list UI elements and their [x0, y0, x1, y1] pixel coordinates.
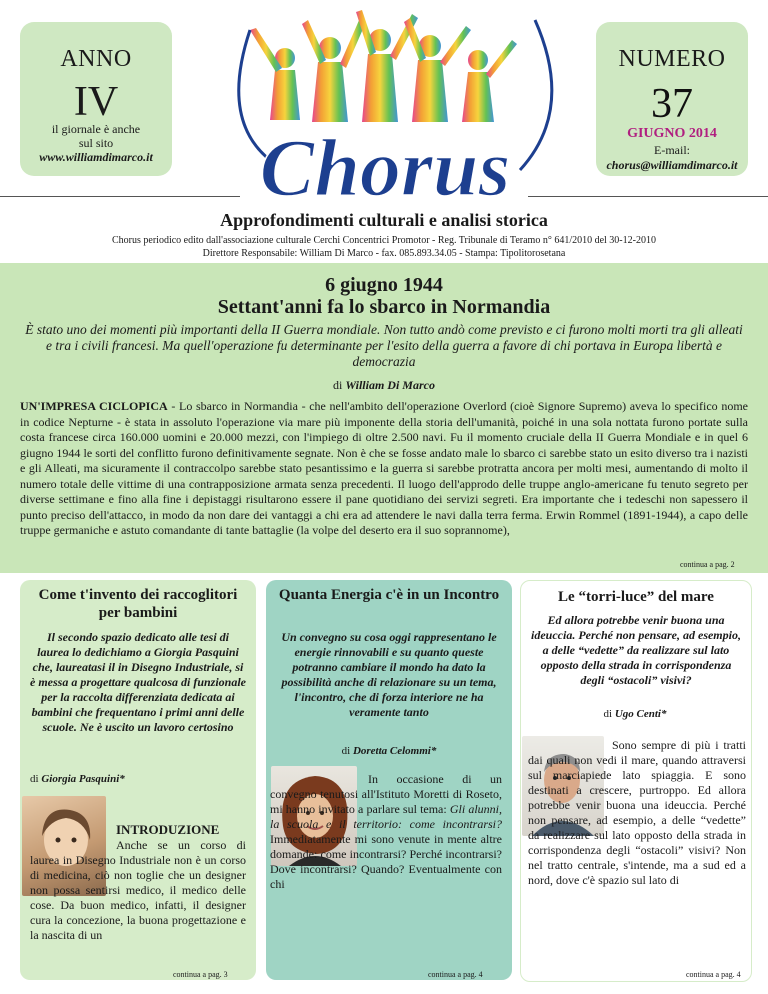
col1-section-head: INTRODUZIONE: [116, 822, 220, 837]
issue-label: NUMERO: [618, 46, 726, 72]
email-label: E-mail:: [654, 143, 690, 157]
col3-byline: [520, 708, 750, 720]
imprint-line-1: Chorus periodico edito dall'associazione culturale Cerchi Concentrici Promotor - Reg. Tribunale di Teramo n° 641/2010 del 30-12-2010: [112, 235, 656, 246]
year-box: [20, 22, 172, 176]
imprint-line-2: Direttore Responsabile: William Di Marco - fax. 085.893.34.05 - Stampa: Tipolitorosetana: [202, 248, 566, 259]
col1-byline: [30, 773, 125, 785]
col1-text: Anche se un corso di laurea in Disegno Industriale non è un corso di medicina, ciò non toglie che un designer non possa sentirsi medico, il medico delle cose. Da buon medico, infatti, il designer cura la concezione, la buona progettazione e la nascita di un: [30, 838, 246, 942]
year-label: ANNO: [60, 46, 132, 72]
col2-author: Doretta Celommi*: [352, 745, 437, 757]
main-author: William Di Marco: [345, 378, 435, 392]
col3-continue-link[interactable]: continua a pag. 4: [686, 970, 741, 979]
col2-byline-prefix: di: [341, 745, 351, 757]
main-body-text: - Lo sbarco in Normandia - che nell'ambito dell'operazione Overlord (cioè Signore Supremo) aveva lo specifico nome in codice Nepturne - è stata in assoluto l'operazione via mare più imponente della storia dell'umanità, poiché in una sola nottata furono portate sulla costa francese circa 160.000 uomini e 20.000 mezzi, con l'impiego di oltre 2.500 navi. Fu il momento cruciale della II Guerra Mondiale e in quel 6 giugno 1944 le sorti del conflitto furono definitivamente segnate. Non è che se fosse andato male lo sbarco ci sarebbe stato un esito diverso tra i nazisti e gli Alleati, ma sicuramente il contraccolpo sarebbe stato pesantissimo e la guerra si sarebbe protratta ancora per molti mesi, aumentando di molto il numero totale delle vittime di una contrapposizione armata senza precedenti. Il luogo dell'approdo delle truppe anglo-americane fu tenuto segreto per diverse settimane e fino alla fine i depistaggi risultarono essere il pane quotidiano dei servizi segreti. Era importante che i tedeschi non sapessero il punto preciso dell'attacco, in modo da non dare dei vantaggi a chi era ad attendere le navi dalla terra ferma. Erwin Rommel (1891-1944), a capo delle truppe germaniche e astuto comandante di tante battaglie (la volpe del deserto era il suo soprannome),: [20, 399, 748, 537]
col3-text: Sono sempre di più i tratti dai quali non vedi il mare, quando attraversi sul marciapiede lato spiaggia. E sono destinati a crescere, purtroppo. Ed allora potrebbe venir buona una ideuccia. Perché non pensare, ad esempio, a delle “vedette” da realizzare sul lato opposto della strada in corrispondenza degli “ostacoli” visivi? Non nel tratto centrale, s'intende, ma a sud ed a nord, dove c'è spazio sul lato di: [528, 738, 746, 887]
col3-title: Le “torri-luce” del mare: [558, 589, 714, 605]
col3-byline-prefix: di: [603, 708, 613, 720]
col2-text-1: In occasione di un convegno tenutosi all'Istituto Moretti di Roseto, mi hanno invitato a parlare sul tema:: [270, 772, 502, 816]
col2-continue-link[interactable]: continua a pag. 4: [428, 970, 483, 979]
site-link[interactable]: www.williamdimarco.it: [39, 150, 153, 164]
main-title-date: 6 giugno 1944: [325, 274, 443, 296]
issue-date: GIUGNO 2014: [627, 126, 717, 141]
col1-byline-prefix: di: [30, 773, 39, 785]
main-byline: [0, 378, 768, 393]
site-note-1: il giornale è anche: [51, 122, 141, 136]
col2-text-italic: Gli alunni, la scuola e il territorio: come incontrarsi?: [270, 802, 502, 831]
site-note-2: sul sito: [78, 136, 114, 150]
col1-author: Giorgia Pasquini*: [41, 773, 125, 785]
issue-number: 37: [651, 81, 693, 127]
year-value: IV: [73, 79, 119, 125]
col2-title: Quanta Energia c'è in un Incontro: [278, 587, 500, 603]
subtitle: Approfondimenti culturali e analisi storica: [220, 210, 548, 230]
email-link[interactable]: chorus@williamdimarco.it: [606, 158, 738, 172]
col1-continue-link[interactable]: continua a pag. 3: [173, 970, 228, 979]
col1-lead: Il secondo spazio dedicato alle tesi di laurea lo dedichiamo a Giorgia Pasquini che, laureatasi il in Disegno Industriale, si è messa a progettare qualcosa di funzionale per la raccolta differenziata dedicata ai bambini che frequentano i primi anni delle scuole. Ne è uscito un lavoro certosino: [30, 630, 247, 734]
col1-title: Come t'invento dei raccoglitori per bambini: [38, 587, 238, 621]
main-body: [20, 399, 748, 539]
main-lead: È stato uno dei momenti più importanti della II Guerra mondiale. Non tutto andò come previsto e ci furono molti morti tra gli alleati e tra i civili francesi. Ma quell'operazione fu determinante per l'esito della guerra a favore di chi portava in Europa libertà e democrazia: [25, 322, 743, 369]
chorus-logo: [190, 10, 580, 210]
issue-box: [596, 22, 748, 176]
main-body-head: UN'IMPRESA CICLOPICA: [20, 399, 168, 413]
byline-prefix: di: [333, 378, 343, 392]
dancers-illustration: [190, 10, 580, 210]
col3-lead: Ed allora potrebbe venir buona una ideuccia. Perché non pensare, ad esempio, a delle “vedette” da realizzare sul lato opposto della strada in corrispondenza degli “ostacoli” visivi?: [531, 613, 741, 687]
col2-text-2: Immediatamente mi sono venute in mente altre domande: come incontrarsi? Perché incontrarsi? Dove incontrarsi? Quando? Eventualmente con chi: [270, 832, 502, 891]
col3-author: Ugo Centi*: [614, 708, 667, 720]
col2-lead: Un convegno su cosa oggi rappresentano le energie rinnovabili e su quanto queste potranno cambiare il mondo ha dato la possibilità anche di relazionare su un tema, l'incontro, che di forza interiore ne ha veramente tanto: [281, 630, 497, 719]
col2-byline: [266, 745, 512, 757]
col2-text: [270, 772, 502, 892]
logo-text: Chorus: [259, 122, 511, 210]
main-continue-link[interactable]: continua a pag. 2: [680, 560, 735, 569]
main-title: Settant'anni fa lo sbarco in Normandia: [217, 296, 551, 318]
